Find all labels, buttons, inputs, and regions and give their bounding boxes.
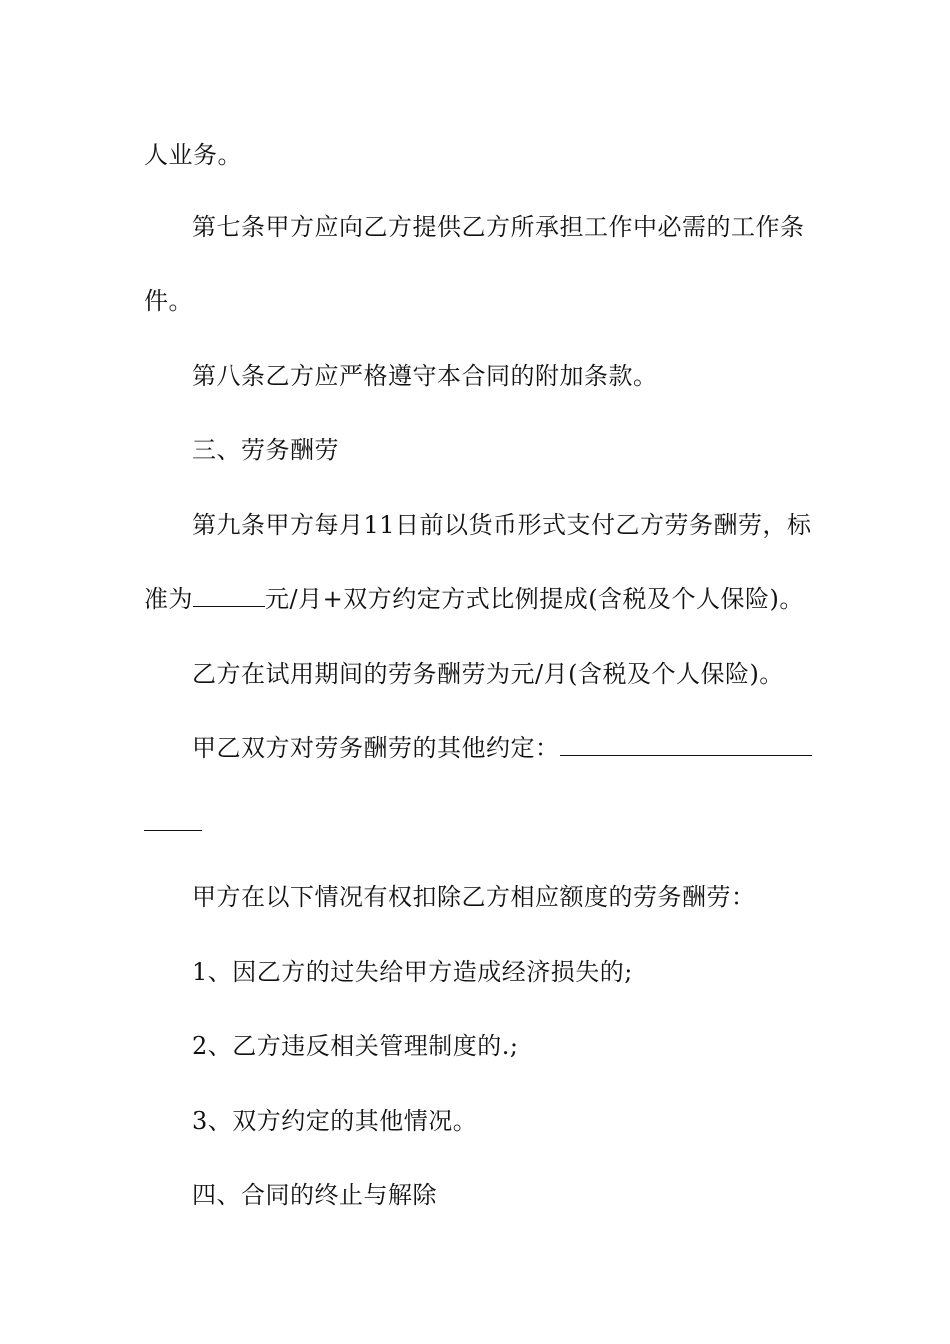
other-agreement-text: 甲乙双方对劳务酬劳的其他约定： [192,734,560,762]
article-8-text: 第八条乙方应严格遵守本合同的附加条款。 [192,362,658,390]
probation-pay-line [192,659,862,689]
deduction-intro-line [192,882,862,912]
fill-in-blank-amount[interactable] [193,584,265,607]
article-9-line-1 [192,510,862,540]
article-7-text-end: 件。 [144,287,193,315]
deduction-item-2-text: 2、乙方违反相关管理制度的.; [192,1032,519,1060]
deduction-intro-text: 甲方在以下情况有权扣除乙方相应额度的劳务酬劳： [192,883,756,911]
other-agreement-line [192,733,862,763]
section-3-heading [192,435,862,465]
article-9-text-end: 元/月+双方约定方式比例提成(含税及个人保险)。 [265,585,804,613]
fill-in-blank-other-agreement-continued[interactable] [144,808,202,831]
deduction-item-2 [192,1031,862,1061]
probation-pay-text: 乙方在试用期间的劳务酬劳为元/月(含税及个人保险)。 [192,660,784,688]
section-4-title: 四、合同的终止与解除 [192,1181,437,1209]
fill-in-blank-other-agreement[interactable] [560,733,812,756]
article-7-line-2 [144,286,814,316]
section-3-title: 三、劳务酬劳 [192,436,339,464]
deduction-item-1 [192,957,862,987]
article-9-text-start: 准为 [144,585,193,613]
article-7-text: 第七条甲方应向乙方提供乙方所承担工作中必需的工作条 [192,213,805,241]
article-9-line-2 [144,584,814,614]
deduction-item-3 [192,1106,862,1136]
text-continuation: 人业务。 [144,141,242,169]
other-agreement-line-2 [144,808,814,838]
article-7-line-1 [192,212,862,242]
deduction-item-3-text: 3、双方约定的其他情况。 [192,1107,478,1135]
article-9-text: 第九条甲方每月11日前以货币形式支付乙方劳务酬劳，标 [192,511,812,539]
section-4-heading [192,1180,862,1210]
deduction-item-1-text: 1、因乙方的过失给甲方造成经济损失的; [192,958,633,986]
article-8-line [192,361,862,391]
paragraph-line [144,140,814,170]
